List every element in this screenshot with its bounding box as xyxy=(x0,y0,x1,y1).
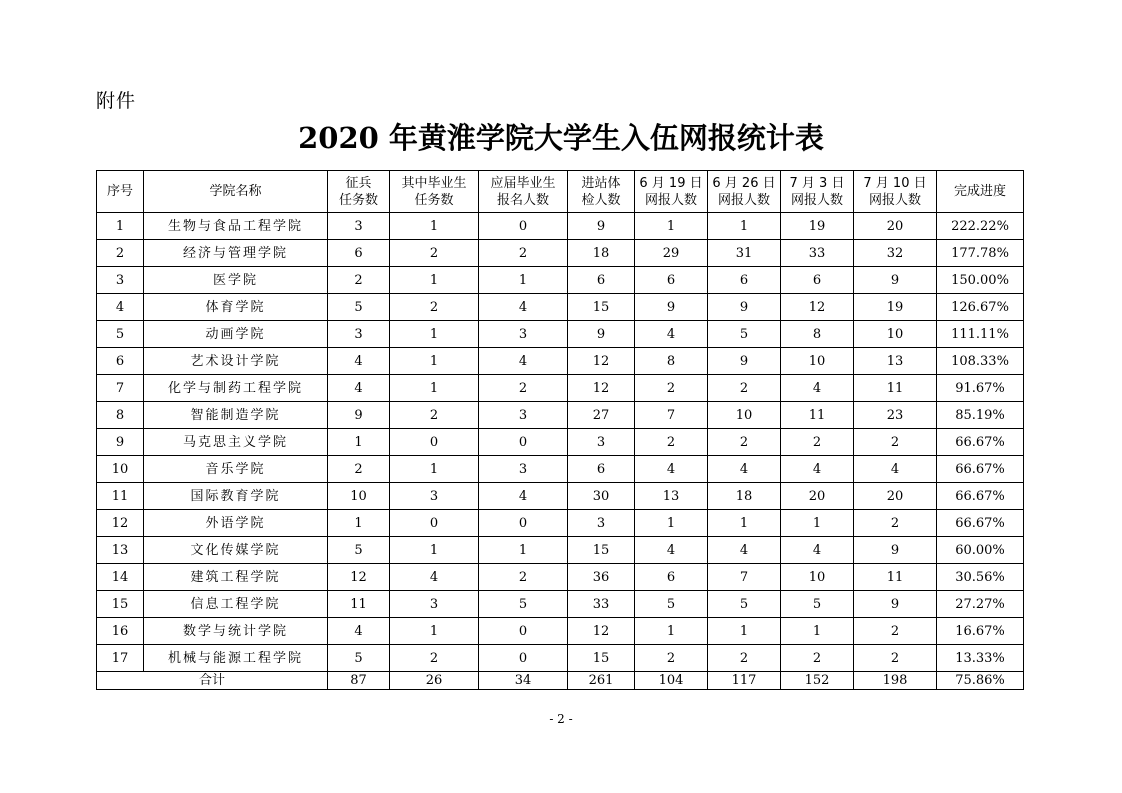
table-cell: 177.78% xyxy=(937,240,1024,267)
table-row xyxy=(97,267,1024,294)
table-cell: 1 xyxy=(781,618,854,645)
table-row xyxy=(97,510,1024,537)
table-row xyxy=(97,618,1024,645)
table-cell: 10 xyxy=(97,456,144,483)
table-cell: 0 xyxy=(479,618,568,645)
table-cell: 9 xyxy=(854,537,937,564)
table-cell: 1 xyxy=(328,510,390,537)
table-cell: 2 xyxy=(781,429,854,456)
table-row xyxy=(97,591,1024,618)
table-cell: 33 xyxy=(568,591,635,618)
table-cell: 4 xyxy=(635,537,708,564)
table-cell: 12 xyxy=(328,564,390,591)
page-title: 2020 年黄淮学院大学生入伍网报统计表 xyxy=(298,121,824,155)
table-cell: 3 xyxy=(328,321,390,348)
table-cell: 4 xyxy=(635,456,708,483)
table-cell: 4 xyxy=(479,294,568,321)
table-cell: 2 xyxy=(390,294,479,321)
column-header xyxy=(568,171,635,213)
table-header-row xyxy=(97,171,1024,213)
column-header-line1: 进站体 xyxy=(581,175,621,191)
table-cell: 10 xyxy=(328,483,390,510)
table-cell: 4 xyxy=(479,348,568,375)
college-name-cell: 外语学院 xyxy=(144,510,328,537)
column-header-line2: 检人数 xyxy=(581,192,621,208)
table-cell: 9 xyxy=(568,321,635,348)
table-cell: 5 xyxy=(708,591,781,618)
table-cell: 10 xyxy=(781,348,854,375)
total-cell: 34 xyxy=(479,672,568,690)
table-cell: 6 xyxy=(568,267,635,294)
column-header xyxy=(708,171,781,213)
table-cell: 1 xyxy=(390,348,479,375)
table-cell: 11 xyxy=(854,375,937,402)
table-cell: 6 xyxy=(708,267,781,294)
column-header-line1: 6 月 26 日 xyxy=(712,175,776,191)
table-row xyxy=(97,213,1024,240)
table-cell: 10 xyxy=(854,321,937,348)
table-cell: 111.11% xyxy=(937,321,1024,348)
column-header xyxy=(854,171,937,213)
college-name-cell: 医学院 xyxy=(144,267,328,294)
table-cell: 15 xyxy=(568,645,635,672)
table-cell: 3 xyxy=(390,483,479,510)
table-cell: 6 xyxy=(568,456,635,483)
table-cell: 0 xyxy=(479,429,568,456)
table-cell: 13.33% xyxy=(937,645,1024,672)
table-cell: 6 xyxy=(635,564,708,591)
table-cell: 9 xyxy=(854,591,937,618)
college-name-cell: 数学与统计学院 xyxy=(144,618,328,645)
table-cell: 11 xyxy=(781,402,854,429)
column-header xyxy=(479,171,568,213)
table-cell: 5 xyxy=(635,591,708,618)
table-cell: 4 xyxy=(708,456,781,483)
table-cell: 4 xyxy=(635,321,708,348)
total-cell: 26 xyxy=(390,672,479,690)
table-cell: 2 xyxy=(854,645,937,672)
page-number: - 2 - xyxy=(549,712,573,726)
column-header-line2: 网报人数 xyxy=(644,192,697,208)
column-header-line2: 网报人数 xyxy=(868,192,921,208)
table-cell: 20 xyxy=(854,483,937,510)
table-cell: 15 xyxy=(568,537,635,564)
college-name-cell: 经济与管理学院 xyxy=(144,240,328,267)
table-cell: 5 xyxy=(97,321,144,348)
column-header-line1: 6 月 19 日 xyxy=(639,175,703,191)
table-cell: 3 xyxy=(568,510,635,537)
table-cell: 29 xyxy=(635,240,708,267)
table-row xyxy=(97,321,1024,348)
table-cell: 0 xyxy=(390,429,479,456)
table-cell: 11 xyxy=(854,564,937,591)
table-cell: 2 xyxy=(390,240,479,267)
column-header-line1: 7 月 10 日 xyxy=(863,175,927,191)
table-cell: 2 xyxy=(635,645,708,672)
table-cell: 20 xyxy=(854,213,937,240)
table-cell: 4 xyxy=(328,618,390,645)
table-cell: 3 xyxy=(568,429,635,456)
table-cell: 11 xyxy=(328,591,390,618)
enlistment-stats-table xyxy=(96,170,1024,690)
table-cell: 17 xyxy=(97,645,144,672)
table-cell: 4 xyxy=(708,537,781,564)
college-name-cell: 化学与制药工程学院 xyxy=(144,375,328,402)
table-cell: 7 xyxy=(97,375,144,402)
table-row xyxy=(97,240,1024,267)
table-cell: 2 xyxy=(708,375,781,402)
table-cell: 2 xyxy=(708,429,781,456)
table-cell: 13 xyxy=(635,483,708,510)
table-cell: 1 xyxy=(635,510,708,537)
table-cell: 1 xyxy=(479,267,568,294)
column-header xyxy=(328,171,390,213)
table-cell: 2 xyxy=(390,402,479,429)
column-header xyxy=(781,171,854,213)
college-name-cell: 艺术设计学院 xyxy=(144,348,328,375)
table-row xyxy=(97,348,1024,375)
table-cell: 1 xyxy=(708,510,781,537)
table-cell: 66.67% xyxy=(937,483,1024,510)
table-row xyxy=(97,537,1024,564)
table-cell: 1 xyxy=(390,321,479,348)
table-cell: 8 xyxy=(781,321,854,348)
table-row xyxy=(97,483,1024,510)
total-cell: 87 xyxy=(328,672,390,690)
table-cell: 6 xyxy=(635,267,708,294)
table-cell: 5 xyxy=(328,294,390,321)
column-header xyxy=(390,171,479,213)
table-cell: 18 xyxy=(708,483,781,510)
table-cell: 0 xyxy=(390,510,479,537)
college-name-cell: 文化传媒学院 xyxy=(144,537,328,564)
table-cell: 0 xyxy=(479,213,568,240)
table-cell: 3 xyxy=(328,213,390,240)
college-name-cell: 音乐学院 xyxy=(144,456,328,483)
column-header-line1: 征兵 xyxy=(345,175,372,191)
column-header-line1: 序号 xyxy=(106,184,133,199)
college-name-cell: 智能制造学院 xyxy=(144,402,328,429)
table-cell: 6 xyxy=(781,267,854,294)
table-cell: 31 xyxy=(708,240,781,267)
total-row xyxy=(97,672,1024,690)
column-header-line1: 其中毕业生 xyxy=(401,175,467,191)
table-cell: 10 xyxy=(781,564,854,591)
total-cell: 104 xyxy=(635,672,708,690)
table-row xyxy=(97,294,1024,321)
total-cell: 117 xyxy=(708,672,781,690)
table-cell: 2 xyxy=(781,645,854,672)
table-cell: 2 xyxy=(854,429,937,456)
table-cell: 60.00% xyxy=(937,537,1024,564)
table-cell: 2 xyxy=(390,645,479,672)
table-cell: 20 xyxy=(781,483,854,510)
table-row xyxy=(97,402,1024,429)
table-cell: 9 xyxy=(854,267,937,294)
table-cell: 2 xyxy=(328,267,390,294)
table-cell: 2 xyxy=(708,645,781,672)
table-cell: 5 xyxy=(328,645,390,672)
table-cell: 85.19% xyxy=(937,402,1024,429)
table-cell: 4 xyxy=(781,375,854,402)
table-cell: 1 xyxy=(708,618,781,645)
table-cell: 12 xyxy=(97,510,144,537)
table-cell: 27 xyxy=(568,402,635,429)
table-cell: 11 xyxy=(97,483,144,510)
table-cell: 5 xyxy=(781,591,854,618)
table-cell: 4 xyxy=(479,483,568,510)
table-cell: 66.67% xyxy=(937,510,1024,537)
table-cell: 3 xyxy=(390,591,479,618)
table-cell: 0 xyxy=(479,645,568,672)
table-row xyxy=(97,645,1024,672)
column-header xyxy=(144,171,328,213)
table-cell: 13 xyxy=(97,537,144,564)
table-cell: 4 xyxy=(781,537,854,564)
table-cell: 1 xyxy=(390,618,479,645)
column-header-line2: 任务数 xyxy=(338,192,378,208)
table-cell: 3 xyxy=(97,267,144,294)
college-name-cell: 生物与食品工程学院 xyxy=(144,213,328,240)
column-header-line1: 应届毕业生 xyxy=(490,175,556,191)
table-cell: 18 xyxy=(568,240,635,267)
table-cell: 4 xyxy=(390,564,479,591)
table-cell: 222.22% xyxy=(937,213,1024,240)
table-cell: 9 xyxy=(708,348,781,375)
table-cell: 2 xyxy=(479,564,568,591)
table-cell: 1 xyxy=(390,213,479,240)
table-cell: 1 xyxy=(390,375,479,402)
table-cell: 2 xyxy=(97,240,144,267)
column-header-line2: 网报人数 xyxy=(790,192,843,208)
college-name-cell: 体育学院 xyxy=(144,294,328,321)
column-header xyxy=(97,171,144,213)
table-cell: 12 xyxy=(568,348,635,375)
table-cell: 4 xyxy=(328,375,390,402)
table-cell: 16.67% xyxy=(937,618,1024,645)
college-name-cell: 国际教育学院 xyxy=(144,483,328,510)
table-cell: 4 xyxy=(97,294,144,321)
table-cell: 2 xyxy=(635,429,708,456)
table-row xyxy=(97,564,1024,591)
college-name-cell: 动画学院 xyxy=(144,321,328,348)
total-label: 合计 xyxy=(97,672,328,690)
table-cell: 36 xyxy=(568,564,635,591)
table-cell: 2 xyxy=(479,240,568,267)
table-cell: 91.67% xyxy=(937,375,1024,402)
table-cell: 23 xyxy=(854,402,937,429)
table-cell: 9 xyxy=(328,402,390,429)
table-cell: 27.27% xyxy=(937,591,1024,618)
table-cell: 126.67% xyxy=(937,294,1024,321)
table-cell: 5 xyxy=(479,591,568,618)
column-header-line1: 完成进度 xyxy=(953,184,1006,199)
table-cell: 9 xyxy=(97,429,144,456)
total-cell: 261 xyxy=(568,672,635,690)
table-cell: 1 xyxy=(635,618,708,645)
table-cell: 12 xyxy=(568,618,635,645)
table-body xyxy=(97,213,1024,672)
column-header-line1: 7 月 3 日 xyxy=(789,175,845,191)
table-cell: 1 xyxy=(479,537,568,564)
table-cell: 13 xyxy=(854,348,937,375)
table-cell: 15 xyxy=(568,294,635,321)
table-cell: 2 xyxy=(635,375,708,402)
college-name-cell: 建筑工程学院 xyxy=(144,564,328,591)
table-cell: 3 xyxy=(479,456,568,483)
table-cell: 7 xyxy=(708,564,781,591)
table-cell: 6 xyxy=(328,240,390,267)
table-cell: 30.56% xyxy=(937,564,1024,591)
table-cell: 3 xyxy=(479,321,568,348)
table-cell: 7 xyxy=(635,402,708,429)
table-cell: 8 xyxy=(635,348,708,375)
table-cell: 2 xyxy=(479,375,568,402)
table-cell: 10 xyxy=(708,402,781,429)
table-cell: 2 xyxy=(854,618,937,645)
table-cell: 2 xyxy=(854,510,937,537)
table-cell: 8 xyxy=(97,402,144,429)
table-cell: 108.33% xyxy=(937,348,1024,375)
table-cell: 66.67% xyxy=(937,429,1024,456)
table-cell: 14 xyxy=(97,564,144,591)
table-cell: 4 xyxy=(781,456,854,483)
table-cell: 4 xyxy=(328,348,390,375)
table-row xyxy=(97,456,1024,483)
attachment-label: 附件 xyxy=(96,90,137,112)
table-cell: 9 xyxy=(708,294,781,321)
table-cell: 12 xyxy=(781,294,854,321)
table-row xyxy=(97,429,1024,456)
column-header xyxy=(635,171,708,213)
table-cell: 1 xyxy=(390,537,479,564)
table-cell: 150.00% xyxy=(937,267,1024,294)
table-cell: 15 xyxy=(97,591,144,618)
college-name-cell: 信息工程学院 xyxy=(144,591,328,618)
total-cell: 198 xyxy=(854,672,937,690)
table-cell: 12 xyxy=(568,375,635,402)
table-cell: 5 xyxy=(328,537,390,564)
table-cell: 1 xyxy=(708,213,781,240)
table-cell: 66.67% xyxy=(937,456,1024,483)
table-cell: 33 xyxy=(781,240,854,267)
table-cell: 9 xyxy=(568,213,635,240)
total-cell: 75.86% xyxy=(937,672,1024,690)
table-row xyxy=(97,375,1024,402)
table-cell: 9 xyxy=(635,294,708,321)
table-cell: 19 xyxy=(854,294,937,321)
table-cell: 1 xyxy=(97,213,144,240)
table-cell: 16 xyxy=(97,618,144,645)
table-cell: 1 xyxy=(635,213,708,240)
table-cell: 5 xyxy=(708,321,781,348)
table-cell: 1 xyxy=(781,510,854,537)
table-cell: 1 xyxy=(390,267,479,294)
table-cell: 6 xyxy=(97,348,144,375)
table-cell: 1 xyxy=(328,429,390,456)
college-name-cell: 机械与能源工程学院 xyxy=(144,645,328,672)
column-header xyxy=(937,171,1024,213)
column-header-line1: 学院名称 xyxy=(209,184,262,199)
table-cell: 32 xyxy=(854,240,937,267)
table-cell: 2 xyxy=(328,456,390,483)
table-cell: 19 xyxy=(781,213,854,240)
table-cell: 3 xyxy=(479,402,568,429)
table-cell: 1 xyxy=(390,456,479,483)
table-cell: 4 xyxy=(854,456,937,483)
table-cell: 0 xyxy=(479,510,568,537)
column-header-line2: 报名人数 xyxy=(496,192,549,208)
column-header-line2: 任务数 xyxy=(414,192,454,208)
column-header-line2: 网报人数 xyxy=(717,192,770,208)
college-name-cell: 马克思主义学院 xyxy=(144,429,328,456)
table-cell: 30 xyxy=(568,483,635,510)
total-cell: 152 xyxy=(781,672,854,690)
